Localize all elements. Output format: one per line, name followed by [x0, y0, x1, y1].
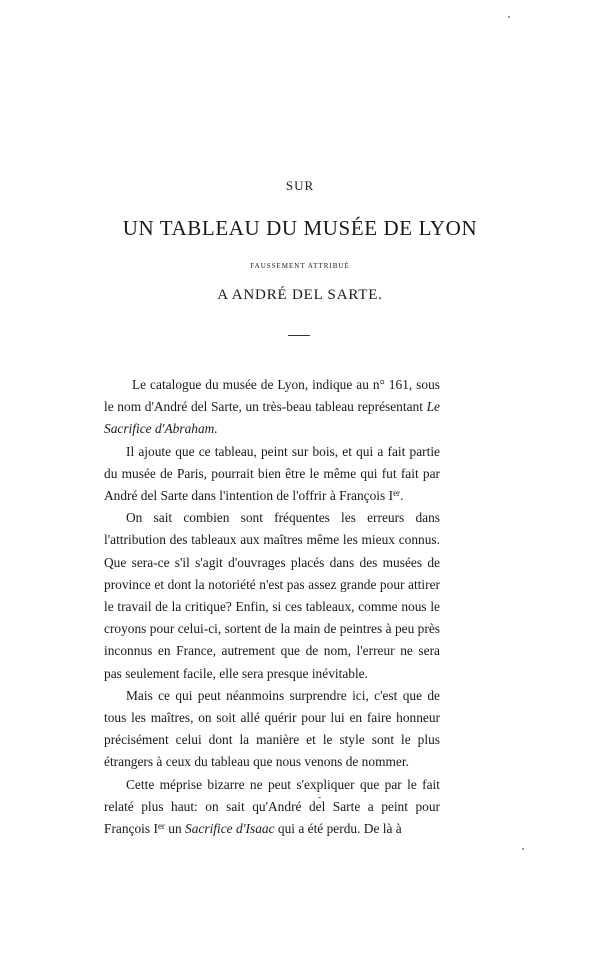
paper-speck: [318, 797, 321, 798]
heading-sur: SUR: [285, 178, 315, 193]
page-title: UN TABLEAU DU MUSÉE DE LYON: [122, 216, 478, 240]
paragraph-5-title: Sacrifice d'Isaac: [185, 821, 275, 837]
paragraph-1-title: Le Sacrifice d'Abraham.: [104, 399, 440, 437]
paragraph-4: Mais ce qui peut néanmoins surprendre ici, c'est que de tous les maîtres, on soit allé quérir pour lui en faire honneur précisément celui dont la manière et le style sont le plus étrangers à ceux du tableau que nous venons de nommer.: [104, 687, 440, 770]
paragraph-5-end: qui a été perdu. De là à: [274, 821, 402, 837]
paragraph-2-end: .: [400, 488, 404, 504]
paragraph-2-text: Il ajoute que ce tableau, peint sur bois, et qui a fait partie du musée de Paris, pourrait bien être le même qui fut fait par André del Sarte dans l'intention de l'offrir à François I: [104, 443, 440, 504]
paragraph-2: [104, 441, 440, 508]
paragraph-5-superscript: er: [157, 821, 165, 832]
section-divider: [288, 335, 310, 336]
paper-speck: [508, 16, 510, 18]
paragraph-5: [104, 774, 440, 841]
paragraph-1-text: Le catalogue du musée de Lyon, indique au n° 161, sous le nom d'André del Sarte, un très-beau tableau représentant: [104, 377, 440, 415]
paragraph-3: On sait combien sont fréquentes les erreurs dans l'attribution des tableaux aux maîtres même les mieux connus. Que sera-ce s'il s'agit d'ouvrages placés dans des musées de province et dont la notoriété n'est pas assez grande pour attirer le travail de la critique? Enfin, si ces tableaux, comme nous le croyons pour celui-ci, sortent de la main de peintres à peu près inconnus en France, autrement que de nom, l'erreur ne sera pas seulement facile, elle sera presque inévitable.: [104, 510, 440, 681]
subtitle: FAUSSEMENT ATTRIBUÉ: [250, 262, 350, 270]
paragraph-5-text: Cette méprise bizarre ne peut s'expliquer que par le fait relaté plus haut: on sait qu'André del Sarte a peint pour François I: [104, 776, 440, 837]
author-line: A ANDRÉ DEL SARTE.: [217, 287, 383, 303]
paper-speck: [522, 848, 524, 850]
paragraph-5-mid: un: [164, 821, 186, 837]
body-text: [104, 374, 440, 840]
paragraph-1: [104, 374, 440, 441]
paragraph-2-superscript: er: [393, 488, 401, 499]
